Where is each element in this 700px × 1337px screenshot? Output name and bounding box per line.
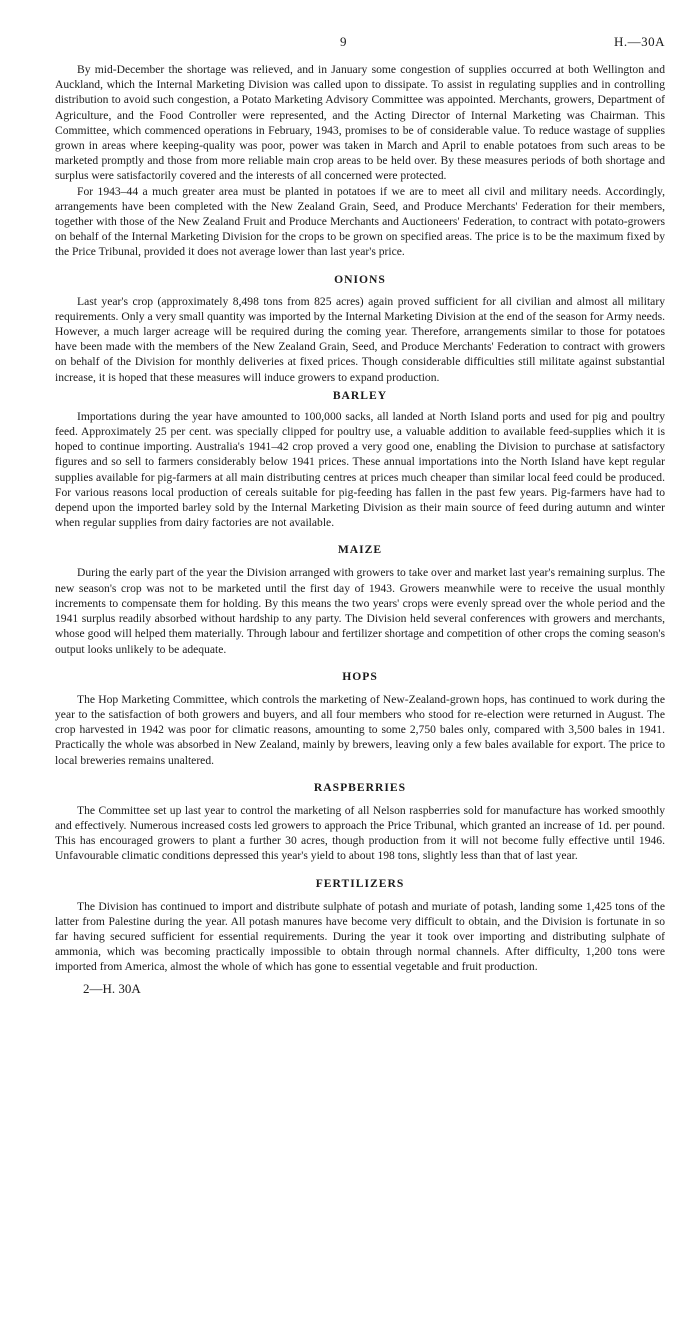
document-page	[55, 34, 665, 997]
section-heading-onions: ONIONS	[334, 272, 386, 286]
section-heading-maize: MAIZE	[337, 543, 383, 557]
section-paragraph-fertilizers: The Division has continued to import and distribute sulphate of potash and muriate of potash, landing some 1,425 tons of the latter from Palestine during the year. All potash manures have become very difficult to obtain, and the Division is fortunate in so far having secured sufficient for essential requirements. During the year it took over importing and distributing sulphate of ammonia, which was becoming practically impossible to obtain through normal channels. After difficulty, 1,200 tons were imported from America, almost the whole of which has gone to essential vegetable and fruit production.	[55, 899, 665, 974]
intro-paragraph-2: For 1943–44 a much greater area must be planted in potatoes if we are to meet all civil and military needs. Accordingly, arrangements have been completed with the New Zealand Grain, Seed, and Produce Merchants' Federation for their members, together with those of the New Zealand Fruit and Produce Merchants and Auctioneers' Federation, to contract with potato-growers on behalf of the Internal Marketing Division for the crops to be grown on specified areas. The price is to be the maximum fixed by the Price Tribunal, provided it does not average lower than last year's price.	[55, 184, 665, 259]
page-header	[55, 34, 665, 52]
page-number: 9	[340, 34, 347, 49]
signature-mark: 2—H. 30A	[83, 980, 141, 996]
section-paragraph-maize: During the early part of the year the Division arranged with growers to take over and market last year's remaining surplus. The new season's crop was not to be marketed until the first day of 1943. Growers meanwhile were to receive the usual monthly increments to compensate them for holding. By this means the two years' crops were evenly spread over the whole period and the 1941 surplus readily absorbed without hardship to any party. The Division held several conferences with growers and merchants, whose good will helped them materially. Through labour and fertilizer shortage and competition of other crops the coming season's output looks unlikely to be adequate.	[55, 566, 665, 656]
section-heading-fertilizers: FERTILIZERS	[315, 876, 405, 890]
section-paragraph-hops: The Hop Marketing Committee, which controls the marketing of New-Zealand-grown hops, has continued to work during the year to the satisfaction of both growers and buyers, and all four members who stood for re-election were returned in August. The crop harvested in 1942 was poor for climatic reasons, amounting to some 2,750 bales only, compared with 3,500 bales in 1941. Practically the whole was absorbed in New Zealand, mainly by brewers, leaving only a few bales available for export. The price to local breweries remains unaltered.	[55, 692, 665, 767]
section-paragraph-raspberries: The Committee set up last year to control the marketing of all Nelson raspberries sold for manufacture has worked smoothly and effectively. Numerous increased costs led growers to approach the Price Tribunal, which granted an increase of 1d. per pound. This has encouraged growers to plant a further 30 acres, though production from it will not become fully effective until 1946. Unfavourable climatic conditions depressed this year's yield to about 198 tons, slightly less than that of last year.	[55, 803, 665, 863]
section-heading-barley: BARLEY	[332, 388, 388, 402]
section-paragraph-barley: Importations during the year have amounted to 100,000 sacks, all landed at North Island ports and used for pig and poultry feed. Approximately 25 per cent. was specially clipped for poultry use, a valuable addition to available feed-supplies which it is hoped to continue importing. Australia's 1941–42 crop proved a very good one, enabling the Division to purchase at satisfactory figures and so sell to farmers considerably below 1941 prices. These annual importations into the North Island have kept regular supplies available for pig-farmers at all main distributing centres at prices much cheaper than similar local feed could be produced. For various reasons local production of cereals suitable for pig-feeding has fallen in the past few years. Pig-farmers have had to depend upon the imported barley sold by the Internal Marketing Division as their main source of feed during autumn and winter when regular supplies from dairy factories are not available.	[55, 409, 665, 530]
intro-paragraph-1: By mid-December the shortage was relieved, and in January some congestion of supplies occurred at both Wellington and Auckland, which the Internal Marketing Division was called upon to dissipate. To assist in regulating supplies and in controlling distribution to avoid such congestion, a Potato Marketing Advisory Committee was appointed. Merchants, growers, Department of Agriculture, and the Food Controller were represented, and the Acting Director of Internal Marketing was Chairman. This Committee, which commenced operations in February, 1943, promises to be of considerable value. To reduce wastage of supplies grown in areas where keeping-quality was poor, power was taken in March and April to enable potatoes from such areas to be marketed promptly and those from more reliable main crop areas to be held over. By these measures periods of both shortage and surplus were satisfactorily covered and the interests of all concerned were protected.	[55, 63, 665, 183]
section-paragraph-onions: Last year's crop (approximately 8,498 tons from 825 acres) again proved sufficient for all civilian and almost all military requirements. Only a very small quantity was imported by the Internal Marketing Division at the end of the season for Army needs. However, a much larger acreage will be required during the coming year. Therefore, arrangements similar to those for potatoes have been made with the members of the New Zealand Grain, Seed, and Produce Merchants' Federation to contract with growers on behalf of the Division for monthly deliveries at fixed prices. Though considerable difficulties still militate against substantial increase, it is hoped that these measures will induce growers to expand production.	[55, 294, 665, 384]
document-reference: H.—30A	[613, 34, 665, 49]
section-heading-raspberries: RASPBERRIES	[313, 780, 407, 794]
section-heading-hops: HOPS	[342, 669, 378, 683]
